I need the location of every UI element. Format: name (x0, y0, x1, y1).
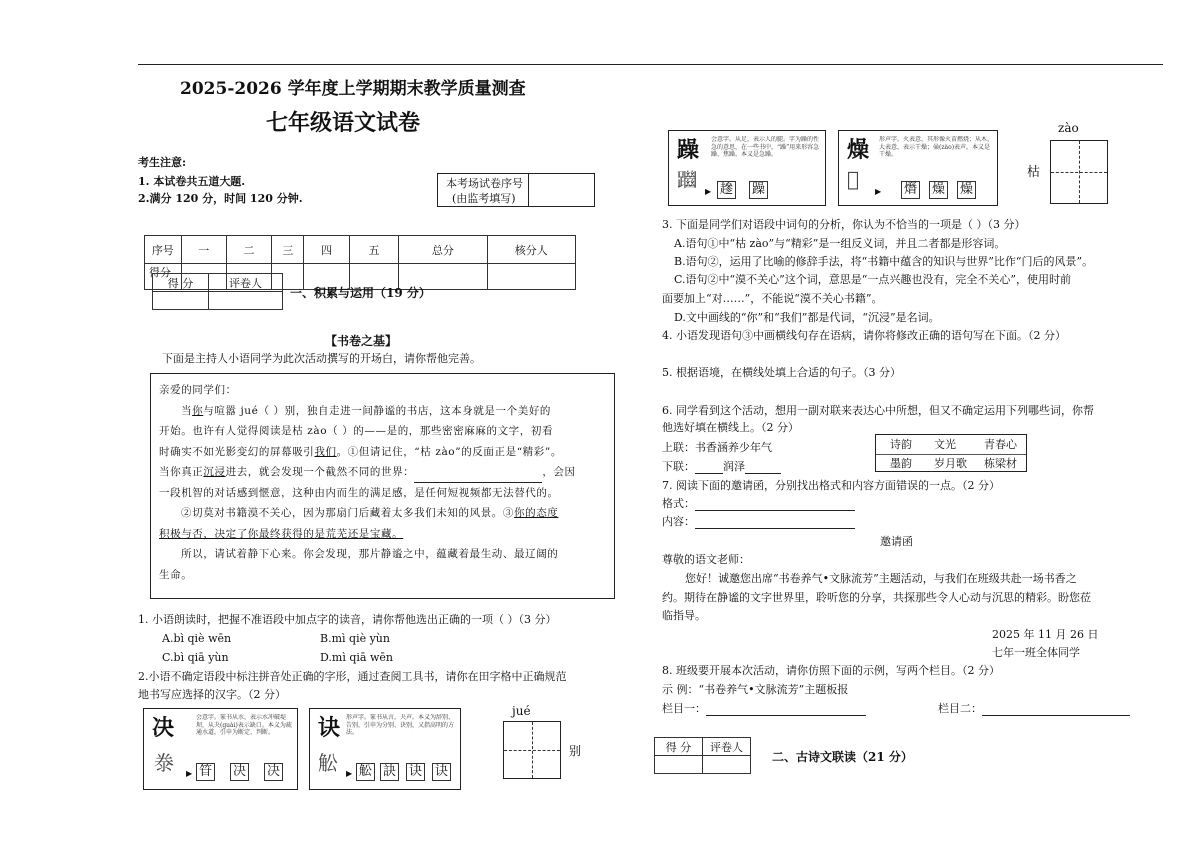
top-rule (138, 64, 1163, 65)
section2-reviewer-label: 评卷人 (703, 738, 751, 756)
arrow-right-icon: ▶ (186, 769, 193, 778)
q3-option-a: A.语句①中“枯 zào”与“精彩”是一组反义词，并且二者都是形容词。 (674, 237, 1006, 250)
q2-stem-2: 地书写应选择的汉字。（2 分） (138, 688, 286, 701)
reading-line-9: 所以，请试着静下心来。你会发现，那片静谧之中，蕴藏着最生动、最辽阔的 (181, 548, 559, 560)
dict-zao1-char: 躁 (677, 137, 700, 163)
section1-title: 一、积累与运用（19 分） (290, 286, 431, 300)
q8-column-1-answer-line[interactable] (706, 715, 866, 716)
q6-word-6: 栋梁材 (984, 457, 1017, 470)
arrow-right-icon: ▶ (875, 187, 882, 196)
q1-option-a: A.bì qiè wēn (162, 632, 232, 645)
q2-after-char: 别 (569, 744, 582, 758)
dict-jue2-sub-2: 訣 (380, 763, 399, 781)
notice-item-2: 2.满分 120 分，时间 120 分钟. (138, 192, 303, 205)
q6-lower-couplet: 下联： 润泽 (662, 460, 781, 474)
q8-example: 示 例：“书卷养气•文脉流芳”主题板报 (662, 683, 849, 696)
score-header-3: 三 (272, 236, 304, 264)
dict-zao2-ancient-glyph: 𤊞 (847, 167, 860, 191)
seat-box-line2: (由监考填写) (452, 192, 516, 205)
q1-option-c: C.bì qiā yùn (162, 651, 229, 664)
exam-subtitle: 七年级语文试卷 (266, 110, 421, 136)
q6-stem-1: 6. 同学看到这个活动，想用一副对联来表达心中所想，但又不确定运用下列哪些词，你帮 (662, 404, 1094, 417)
q7-body-3: 临指导。 (662, 609, 706, 622)
score-header-7: 核分人 (487, 236, 575, 264)
q6-word-5: 岁月歌 (934, 457, 967, 470)
dict-jue1-char: 决 (152, 715, 175, 741)
tian-grid-jue[interactable] (503, 721, 561, 779)
q7-body-2: 约。期待在静谧的文字世界里，聆听您的分享，共探那些令人心动与沉思的精彩。盼您莅 (662, 591, 1091, 604)
q3-option-c2: 面要加上“对……”，不能说“漠不关心书籍”。 (662, 292, 883, 305)
q7-format-answer-line[interactable] (695, 510, 855, 511)
q6-word-4: 墨韵 (890, 457, 912, 470)
q6-word-3: 青春心 (984, 438, 1017, 451)
q1-option-d: D.mì qiā wēn (320, 651, 393, 664)
score-header-4: 四 (304, 236, 349, 264)
q8-column-2-answer-line[interactable] (982, 715, 1130, 716)
q4-stem: 4. 小语发现语句③中画横线句存在语病，请你将修改正确的语句写在下面。（2 分） (662, 329, 1066, 342)
dict-card-jue2 (309, 708, 461, 790)
q7-body-1: 您好！诚邀您出席“书卷养气•文脉流芳”主题活动，与我们在班级共赴一场书香之 (685, 572, 1077, 585)
dict-jue2-sub-3: 诀 (406, 763, 425, 781)
dict-jue1-sub-1: 䇞 (196, 763, 215, 781)
reading-line-3: 开始。也许有人觉得阅读是枯 zào（ ）的——是的，那些密密麻麻的文字，初看 (159, 425, 554, 437)
dict-zao1-desc: 会意字。从足，表示人的腿。字为躁的性急的意思，在一些书中，“躁”用来形容急躁、焦躁。本义是急躁。 (711, 136, 820, 158)
q1-stem: 1. 小语朗读时，把握不准语段中加点字的读音，请你帮他选出正确的一项（ ）（3 分） (138, 613, 557, 626)
dict-jue1-sub-3: 决 (264, 763, 283, 781)
q8-column-1-row: 栏目一： (662, 702, 866, 716)
q5-stem: 5. 根据语境，在横线处填上合适的句子。（3 分） (662, 366, 901, 379)
q2-zao-pinyin: zào (1058, 121, 1079, 135)
q3-option-b: B.语句②，运用了比喻的修辞手法，将“书籍中蕴含的知识与世界”比作“门后的风景”。 (674, 255, 1094, 268)
dict-jue1-ancient-glyph: 𣳾 (154, 751, 174, 775)
score-row-label: 得分 (145, 264, 182, 290)
dict-card-zao1 (668, 130, 826, 206)
reading-line-6: 一段机智的对话感到惬意，这种由内而生的满足感，是任何短视频都无法替代的。 (159, 486, 559, 499)
dict-zao2-desc: 形声字。火表意，其形像火苗燃烧；从木，大表意，表示干燥；喿(zào)表声。本义是干燥。 (879, 136, 994, 158)
reading-passage: 亲爱的同学们： 当你与喧嚣 jué（ ）别，独自走进一间静谧的书店，这本身就是一个美好的 开始。也许有人觉得阅读是枯 zào（ ）的——是的，那些密密麻麻的文字，初看 时确实不如光影变幻的屏幕吸引我们。①但请记住，“枯 zào”的反面正是“精彩”。 当你真正沉浸进去，就会发现一个截然不同的世界： ，会因 一段机智的对话感到惬意，这种由内而生的满足感，是任何短视频都无法替代的。 ②切莫对书籍漠不关心，因为那扇门后藏着太多我们未知的风景。③你的态度 积极与否，决定了你最终获得的是荒芜还是宝藏。 所以，请试着静下心来。你会发现，那片静谧之中，蕴藏着最生动、最辽阔的 生命。 (150, 373, 615, 599)
q2-stem-1: 2.小语不确定语段中标注拼音处正确的字形，通过查阅工具书，请你在田字格中正确规范 (138, 670, 567, 683)
section2-score-label: 得 分 (655, 738, 703, 756)
q7-content-answer-line[interactable] (695, 528, 855, 529)
dict-jue2-desc: 形声字。篆书从言，夬声。本义为辞别、告别，引申为分别、诀别，又指高明的方法。 (346, 714, 455, 736)
score-header-0: 序号 (145, 236, 182, 264)
score-header-1: 一 (181, 236, 226, 264)
exam-title: 2025-2026 学年度上学期期末教学质量测查 (180, 79, 526, 99)
q6-upper-couplet: 上联：书香涵养少年气 (662, 441, 772, 454)
q7-date: 2025 年 11 月 26 日 (992, 628, 1099, 641)
arrow-right-icon: ▶ (346, 769, 353, 778)
q7-letter-title: 邀请函 (880, 535, 913, 548)
section2-score-box (654, 737, 751, 774)
q6-word-2: 文光 (934, 438, 956, 451)
dict-card-zao2 (838, 130, 998, 206)
dict-jue2-ancient-glyph: 䚗 (318, 751, 338, 775)
dict-jue1-desc: 会意字。篆书从水，表示水冲破堤坝，从夬(guài)表示缺口。本义为疏通水道，引申为断定、判断。 (196, 714, 292, 736)
q6-word-box (875, 434, 1027, 472)
dict-jue2-sub-1: 䚗 (356, 763, 375, 781)
dict-zao1-ancient-glyph: 𨇔 (677, 168, 697, 192)
seat-number-box (437, 173, 595, 207)
section1-subheading: 【书卷之基】 (325, 334, 398, 348)
q1-option-b: B.mì qiè yùn (320, 632, 390, 645)
q6-stem-2: 他选好填在横线上。（2 分） (662, 421, 799, 434)
section1-score-box (152, 273, 283, 310)
q8-stem: 8. 班级要开展本次活动，请你仿照下面的示例，写两个栏目。（2 分） (662, 664, 1000, 677)
q7-signature: 七年一班全体同学 (992, 646, 1080, 659)
q3-option-c1: C.语句②中“漠不关心”这个词，意思是“一点兴趣也没有，完全不关心”，使用时前 (674, 273, 1072, 286)
notice-item-1: 1. 本试卷共五道大题. (138, 175, 246, 188)
q2-pinyin: jué (512, 704, 531, 718)
q3-stem: 3. 下面是同学们对语段中词句的分析，你认为不恰当的一项是（ ）（3 分） (662, 218, 1026, 231)
arrow-right-icon: ▶ (705, 187, 712, 196)
score-header-6: 总分 (399, 236, 487, 264)
score-header-5: 五 (349, 236, 399, 264)
dict-jue1-sub-2: 决 (230, 763, 249, 781)
seat-box-line1: 本考场试卷序号 (446, 177, 523, 190)
tian-grid-zao[interactable] (1050, 140, 1108, 204)
dict-zao2-sub-3: 燥 (957, 181, 976, 199)
dict-zao2-sub-1: 熸 (901, 181, 920, 199)
notice-heading: 考生注意: (138, 156, 187, 169)
q8-column-2-row: 栏目二： (938, 702, 1130, 716)
q2-zao-before-char: 枯 (1027, 165, 1041, 180)
dict-zao2-sub-2: 燥 (929, 181, 948, 199)
section2-title: 二、古诗文联读（21 分） (772, 750, 913, 764)
section1-reviewer-label: 评卷人 (209, 274, 283, 292)
q7-stem: 7. 阅读下面的邀请函，分别找出格式和内容方面错误的一点。（2 分） (662, 479, 1000, 492)
dict-card-jue1 (143, 708, 298, 790)
q7-format-row: 格式： (662, 497, 855, 511)
reading-line-1: 亲爱的同学们： (159, 384, 237, 396)
section1-score-label: 得 分 (153, 274, 209, 292)
score-header-2: 二 (226, 236, 271, 264)
reading-line-10: 生命。 (159, 568, 193, 581)
dict-zao1-sub-2: 躁 (749, 181, 768, 199)
dict-jue2-sub-4: 诀 (432, 763, 451, 781)
q3-option-d: D.文中画线的“你”和“我们”都是代词，“沉浸”是名词。 (674, 311, 940, 324)
section1-intro: 下面是主持人小语同学为此次活动撰写的开场白，请你帮他完善。 (162, 352, 481, 365)
q7-greeting: 尊敬的语文老师： (662, 553, 750, 566)
dict-zao2-char: 燥 (847, 137, 870, 163)
q6-word-1: 诗韵 (890, 438, 912, 451)
dict-zao1-sub-1: 䟃 (717, 181, 736, 199)
dict-jue2-char: 诀 (318, 715, 341, 741)
q7-content-row: 内容： (662, 515, 855, 529)
